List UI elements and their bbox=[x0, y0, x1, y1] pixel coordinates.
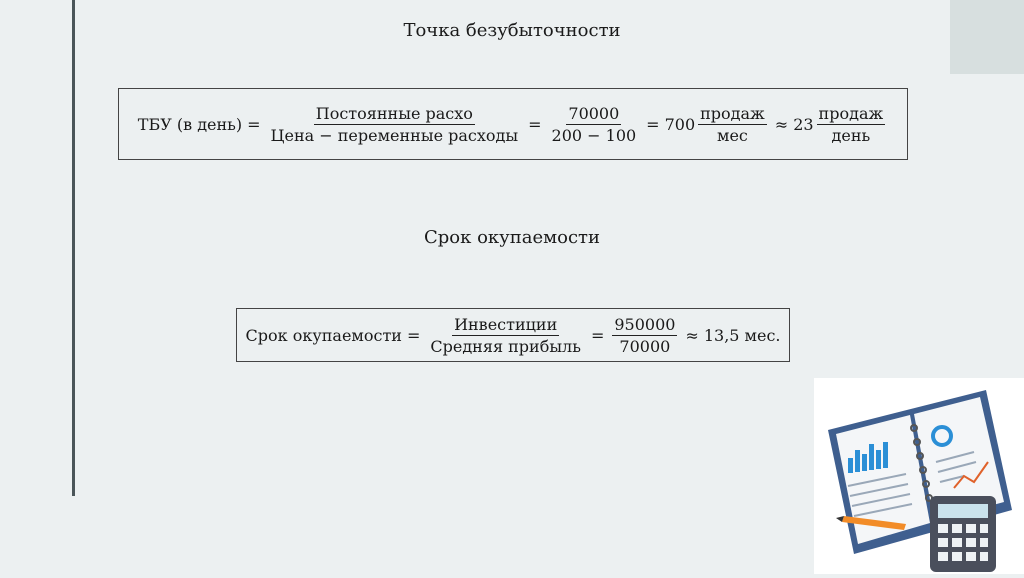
formula2-fraction-values bbox=[612, 315, 677, 356]
fraction-numerator: Инвестиции bbox=[454, 314, 558, 334]
formula1-value-month: 700 bbox=[664, 114, 696, 134]
equals-sign: = bbox=[590, 325, 605, 345]
fraction-numerator: 70000 bbox=[568, 103, 620, 123]
fraction-denominator: день bbox=[831, 125, 871, 145]
formula1-fraction-values bbox=[550, 104, 639, 145]
breakeven-formula-box bbox=[118, 88, 908, 160]
fraction-denominator: мес bbox=[717, 125, 748, 145]
formula2-result: 13,5 мес. bbox=[703, 325, 781, 345]
formula1-lhs: ТБУ (в день) bbox=[137, 114, 243, 134]
formula1-fraction-costs bbox=[269, 104, 521, 145]
approx-sign: ≈ bbox=[774, 114, 789, 134]
fraction-denominator: 70000 bbox=[619, 336, 671, 356]
fraction-denominator: Средняя прибыль bbox=[430, 336, 581, 356]
formula2-lhs: Срок окупаемости bbox=[245, 325, 402, 345]
equals-sign: = bbox=[646, 114, 660, 134]
fraction-denominator: 200 − 100 bbox=[551, 125, 637, 145]
equals-sign: = bbox=[406, 325, 421, 345]
notebook-calculator-icon bbox=[814, 378, 1024, 574]
fraction-numerator: продаж bbox=[818, 103, 884, 123]
notebook-calculator-icon bbox=[814, 378, 1024, 574]
left-accent-line bbox=[72, 0, 75, 496]
fraction-numerator: Постоянные расхо bbox=[315, 103, 473, 123]
equals-sign: = bbox=[247, 114, 261, 134]
equals-sign: = bbox=[528, 114, 542, 134]
fraction-numerator: 950000 bbox=[614, 314, 676, 334]
heading-breakeven: Точка безубыточности bbox=[403, 20, 621, 41]
formula1-unit-month bbox=[698, 104, 767, 145]
approx-sign: ≈ bbox=[685, 325, 699, 345]
heading-payback: Срок окупаемости bbox=[423, 227, 601, 248]
formula1-value-day: 23 bbox=[793, 114, 814, 134]
payback-formula-box bbox=[236, 308, 790, 362]
fraction-numerator: продаж bbox=[700, 103, 765, 123]
fraction-denominator: Цена − переменные расходы bbox=[270, 125, 519, 145]
formula2-fraction-terms bbox=[428, 315, 583, 356]
formula1-unit-day bbox=[817, 104, 886, 145]
